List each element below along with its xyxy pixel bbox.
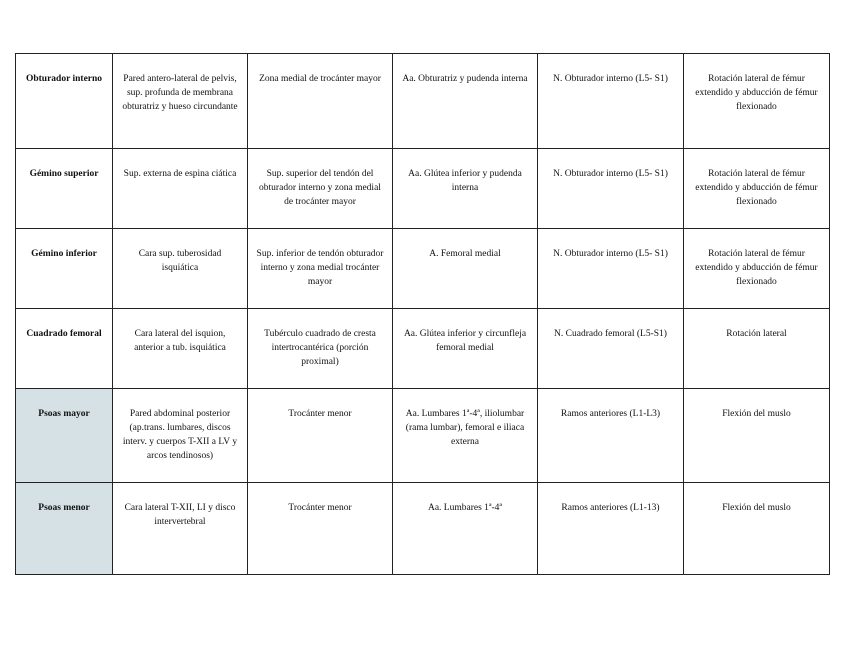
nerve-cell: N. Obturador interno (L5- S1) xyxy=(538,54,684,149)
artery-cell: Aa. Glútea inferior y pudenda interna xyxy=(393,149,538,229)
nerve-cell: Ramos anteriores (L1-13) xyxy=(538,483,684,575)
origin-cell: Sup. externa de espina ciática xyxy=(113,149,248,229)
action-cell: Rotación lateral xyxy=(684,309,830,389)
table-row xyxy=(16,54,830,149)
action-cell: Rotación lateral de fémur extendido y abducción de fémur flexionado xyxy=(684,149,830,229)
nerve-cell: N. Cuadrado femoral (L5-S1) xyxy=(538,309,684,389)
muscle-table xyxy=(15,53,830,575)
artery-cell: Aa. Glútea inferior y circunfleja femoral medial xyxy=(393,309,538,389)
insertion-cell: Sup. inferior de tendón obturador interno y zona medial trocánter mayor xyxy=(248,229,393,309)
insertion-cell: Trocánter menor xyxy=(248,483,393,575)
origin-cell: Cara lateral del isquion, anterior a tub. isquiática xyxy=(113,309,248,389)
insertion-cell: Zona medial de trocánter mayor xyxy=(248,54,393,149)
artery-cell: Aa. Lumbares 1ª-4ª, iliolumbar (rama lumbar), femoral e iliaca externa xyxy=(393,389,538,483)
muscle-name-cell: Psoas menor xyxy=(16,483,113,575)
artery-cell: Aa. Obturatriz y pudenda interna xyxy=(393,54,538,149)
muscle-name-cell: Gémino inferior xyxy=(16,229,113,309)
action-cell: Rotación lateral de fémur extendido y abducción de fémur flexionado xyxy=(684,54,830,149)
action-cell: Rotación lateral de fémur extendido y abducción de fémur flexionado xyxy=(684,229,830,309)
nerve-cell: N. Obturador interno (L5- S1) xyxy=(538,149,684,229)
origin-cell: Cara sup. tuberosidad isquiática xyxy=(113,229,248,309)
origin-cell: Pared antero-lateral de pelvis, sup. profunda de membrana obturatriz y hueso circundante xyxy=(113,54,248,149)
table-row xyxy=(16,389,830,483)
muscle-name-cell: Psoas mayor xyxy=(16,389,113,483)
muscle-name-cell: Cuadrado femoral xyxy=(16,309,113,389)
table-row xyxy=(16,483,830,575)
nerve-cell: Ramos anteriores (L1-L3) xyxy=(538,389,684,483)
insertion-cell: Trocánter menor xyxy=(248,389,393,483)
artery-cell: A. Femoral medial xyxy=(393,229,538,309)
action-cell: Flexión del muslo xyxy=(684,389,830,483)
table-row xyxy=(16,149,830,229)
nerve-cell: N. Obturador interno (L5- S1) xyxy=(538,229,684,309)
origin-cell: Cara lateral T-XII, LI y disco intervertebral xyxy=(113,483,248,575)
muscle-name-cell: Gémino superior xyxy=(16,149,113,229)
origin-cell: Pared abdominal posterior (ap.trans. lumbares, discos interv. y cuerpos T-XII a LV y arcos tendinosos) xyxy=(113,389,248,483)
table-row xyxy=(16,309,830,389)
insertion-cell: Tubérculo cuadrado de cresta intertrocantérica (porción proximal) xyxy=(248,309,393,389)
artery-cell: Aa. Lumbares 1ª-4ª xyxy=(393,483,538,575)
muscle-name-cell: Obturador interno xyxy=(16,54,113,149)
action-cell: Flexión del muslo xyxy=(684,483,830,575)
table-row xyxy=(16,229,830,309)
insertion-cell: Sup. superior del tendón del obturador interno y zona medial de trocánter mayor xyxy=(248,149,393,229)
